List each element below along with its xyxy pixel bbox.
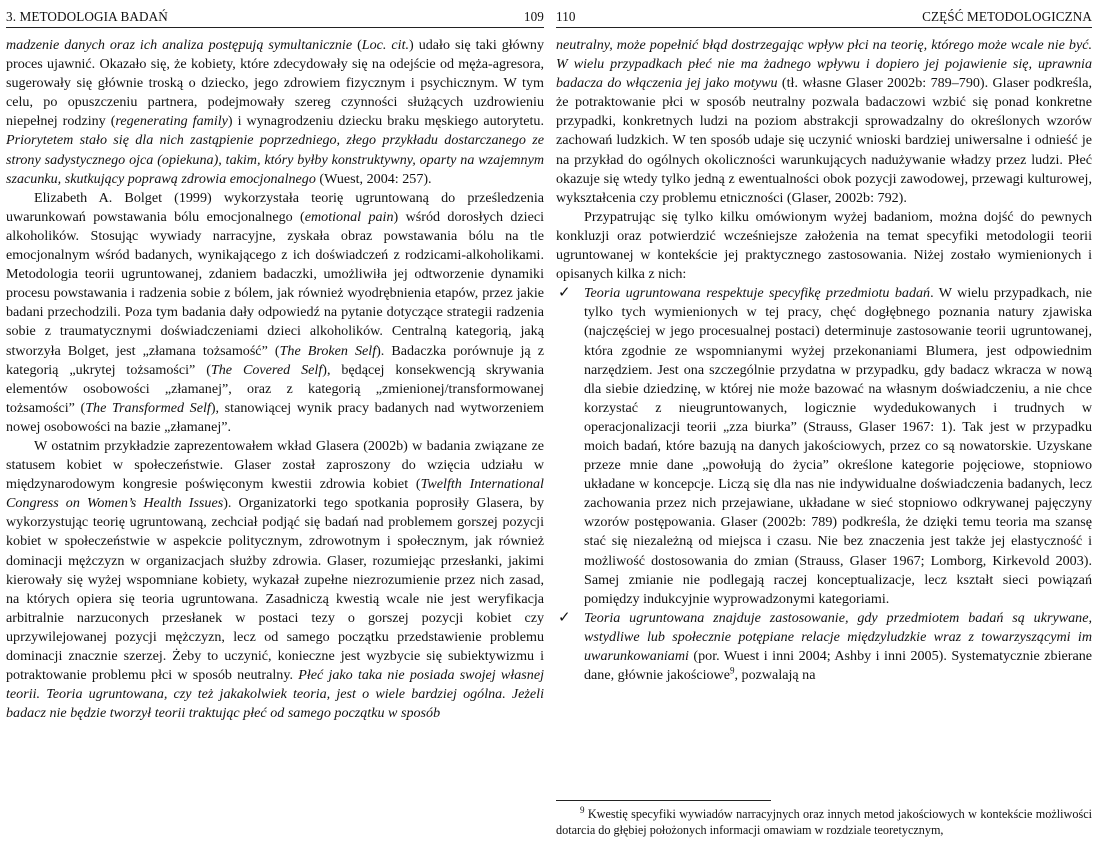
paragraph: [6, 437, 544, 723]
text-run: (por. Wuest i inni 2004; Ashby i inni 2005). Systematycznie zbierane dane, głównie jakościowe: [584, 648, 1092, 684]
list-item: [556, 609, 1092, 685]
text-run: . W wielu przypadkach, nie tylko tych wymienionych w tej pracy, chęć dogłębnego poznania natury zjawiska (najczęściej w jego procesualnej postaci) determinuje zastosowanie teorii ugruntowanej, która zgodnie ze wspomnianymi wyżej przekonaniami Blumera, jest odpowiednim narzędziem. Jest ona szczególnie przydatna w przypadku, gdy badacz wkracza w nową dla siebie dziedzinę, w której nie może bazować na własnym doświadczeniu, a nie chce korzystać z nieugruntowanych, logicznie wydedukowanych i trudnych w operacjonalizacji teorii „zza biurka” (Strauss, Glaser 1967: 1). Tak jest w przypadku moich badań, które bazują na danych jakościowych, przez co są nowatorskie. Uzyskane przeze mnie dane „powołują do życia” określone kategorie pojęciowe, stopniowo układane w koncepcje. Liczą się dla nas nie indywidualne doświadczenia badanych, lecz zachowania przez nich przejawiane, układane w sieć stopniowo odkrywanej pajęczyny wzorów postępowania. Glaser (2002b: 789) podkreśla, że dzięki temu teoria ma szansę stać się niezależną od miejsca i czasu. Nie bez znaczenia jest także jej elastyczność i możliwość dostosowania do zmian (Strauss, Glaser 1967; Lomborg, Kirkevold 2003). Samej zmianie nie podlegają raczej konceptualizacje, lecz kształt sieci powiązań pomiędzy indukcyjnie wyprowadzonymi kategoriami.: [584, 285, 1092, 607]
right-header-title: CZĘŚĆ METODOLOGICZNA: [922, 9, 1092, 24]
checkmark-icon: ✓: [558, 609, 571, 626]
paragraph: [556, 208, 1092, 284]
paragraph: [6, 189, 544, 437]
italic-text-run: neutralny, może popełnić błąd dostrzegając wpływ płci na teorię, którego może wcale nie być. W wielu przypadkach płeć nie ma żadnego wpływu i dopiero jej pojawienie się, uprawnia badacza do włączenia jej jako motywu: [556, 37, 1092, 92]
conclusions-list: [556, 284, 1092, 685]
text-run: ). Badaczka porównuje ją z kategorią „ukrytej tożsamości” (: [6, 342, 544, 378]
italic-text-run: regenerating family: [115, 113, 228, 130]
text-run: ) i wynagrodzeniu dziecku braku męskiego autorytetu.: [227, 113, 544, 130]
italic-text-run: madzenie danych oraz ich analiza postępują symultanicznie: [6, 37, 353, 53]
footnote-number: 9: [580, 804, 585, 815]
footnote-reference: 9: [729, 665, 735, 676]
footnote-text: Kwestię specyfiki wywiadów narracyjnych oraz innych metod jakościowych w kontekście możliwości dotarcia do głębiej położonych informacji omawiam w rozdziale teoretycznym,: [556, 807, 1092, 837]
text-run: ), stanowiącej wynik pracy badanych nad wytworzeniem nowej osobowości na bazie „złamanej”.: [6, 399, 544, 435]
text-run: Elizabeth A. Bolget (1999) wykorzystała teorię ugruntowaną do prześledzenia uwarunkowań powstawania bólu emocjonalnego (: [6, 189, 544, 225]
italic-text-run: emotional pain: [304, 208, 394, 225]
paragraph: [6, 36, 544, 189]
italic-text-run: Płeć jako taka nie posiada swojej własnej teorii. Teoria ugruntowana, czy też jakakolwiek teoria, jest o wiele bardziej ogólna. Jeżeli badacz nie będzie tworzył teorii traktując płeć od samego początku w sposób: [6, 667, 544, 722]
left-header-title: 3. METODOLOGIA BADAŃ: [6, 9, 168, 24]
right-page-number: 110: [556, 9, 576, 24]
text-run: (tł. własne Glaser 2002b: 789–790). Glaser podkreśla, że potraktowanie płci w sposób neutralny pozwala badaczowi wzbić się ponad konkretne przypadki, konkretnych ludzi na poziom abstrakcji sprowadzalny do określonych wzorów zachowań ludzkich. W ten sposób udaje się uczynić wnioski bardziej uniwersalne i odnieść je na przykład do ogólnych okoliczności warunkujących nadużywanie władzy przez ludzi. Płeć okazuje się wtedy tylko jedną z ewentualności obok pozycji zawodowej, przewagi kulturowej, wykształcenia czy problemu etniczności (Glaser, 2002b: 792).: [556, 75, 1092, 206]
left-running-header: [6, 0, 544, 28]
right-running-header: [556, 0, 1092, 28]
right-body-text: [556, 36, 1092, 685]
text-run: Przypatrując się tylko kilku omówionym wyżej badaniom, można dojść do pewnych konkluzji oraz potwierdzić wcześniejsze założenia na temat specyfiki metodologii teorii ugruntowanej w kontekście jej praktycznego zastosowania. Niżej zostało wymienionych i opisanych kilka z nich:: [556, 208, 1092, 283]
text-run: , pozwalają na: [734, 667, 816, 684]
checkmark-icon: ✓: [558, 285, 571, 302]
text-run: ), będącej konsekwencją skrywania elementów osobowości „złamanej”, oraz z kategorią „zmienionej/transformowanej tożsamości” (: [6, 361, 544, 416]
text-run: W ostatnim przykładzie zaprezentowałem wkład Glasera (2002b) w badania związane ze statusem kobiet w społeczeństwie. Glaser został zaproszony do wzięcia udziału w międzynarodowym kongresie poświęconym kwestii zdrowia kobiet (: [6, 437, 544, 493]
footnote: [556, 806, 1092, 838]
left-body-text: [6, 36, 544, 723]
right-page: [556, 0, 1092, 849]
italic-text-run: Teoria ugruntowana respektuje specyfikę przedmiotu badań: [584, 285, 931, 302]
footnote-rule: [556, 800, 771, 801]
text-run: ) wśród dorosłych dzieci alkoholików. Stosując wywiady narracyjne, zyskała obraz powstawania bólu na tle emocjonalnym wśród badanych, wynikającego z ich doświadczeń z rodzicami-alkoholikami. Metodologia teorii ugruntowanej, zdaniem badaczki, umożliwiła jej odtworzenie dynamiki procesu powstawania i radzenia sobie z bólem, jak również wyodrębnienia etapów, przez jakie badani przechodzili. Poza tym badania dały odpowiedź na pytanie dotyczące strategii radzenia sobie z traumatycznymi doświadczeniami dzieci alkoholików. Centralną kategorią, jaką stworzyła Bolget, jest „złamana tożsamość” (: [6, 208, 544, 359]
italic-text-run: Loc. cit.: [361, 37, 410, 53]
text-run: (Wuest, 2004: 257).: [315, 170, 432, 187]
italic-text-run: The Transformed Self: [85, 399, 211, 416]
italic-text-run: Teoria ugruntowana znajduje zastosowanie, gdy przedmiotem badań są ukrywane, wstydliwe lub społecznie potępiane relacje międzyludzkie wraz z towarzyszącymi im uwarunkowaniami: [584, 609, 1092, 664]
text-run: (: [352, 37, 362, 53]
italic-text-run: The Broken Self: [279, 342, 377, 359]
italic-text-run: The Covered Self: [210, 361, 323, 378]
italic-text-run: Twelfth International Congress on Women’s Health Issues: [6, 476, 544, 512]
left-page-number: 109: [523, 9, 544, 24]
text-run: ) udało się taki główny proces ujawnić. Okazało się, że kobiety, które zdecydowały się na odejście od męża-agresora, sugerowały się głównie troską o dziecko, jego zdrowiem fizycznym i psychicznym. W tym celu, po opuszczeniu partnera, podejmowały szereg czynności służących uzdrowieniu niepełnej rodziny (: [6, 37, 544, 130]
text-run: ). Organizatorki tego spotkania poprosiły Glasera, by wykorzystując teorię ugruntowaną, zechciał podjąć się badań nad problemem gorszej pozycji kobiet w społeczeństwie w aspekcie politycznym, zdrowotnym i społecznym, jak również dominacji mężczyzn w organizacjach służby zdrowia. Glaser, rozumiejąc przesłanki, jakimi kierowały się wyżej wspomniane kobiety, wykazał zupełne niezrozumienie przez nich zasad, na których opiera się teoria ugruntowana. Zasadniczą kwestią wcale nie jest weryfikacja arbitralnie narzuconych przesłanek w postaci tezy o gorszej pozycji kobiet czy uprzywilejowanej pozycji mężczyzn, lecz od samego początku przedstawienie problemu dominacji znacznie szerzej. Żeby to uczynić, konieczne jest wyzbycie się subiektywizmu i potraktowanie problemu płci w sposób neutralny.: [6, 495, 544, 684]
italic-text-run: Priorytetem stało się dla nich zastąpienie poprzedniego, złego przykładu dostarczanego ze strony sadystycznego ojca (opiekuna), takim, który byłby konstruktywny, oparty na wzajemnym szacunku, skutkujący poprawą zdrowia emocjonalnego: [6, 132, 544, 187]
left-page: [6, 0, 544, 849]
paragraph: [556, 36, 1092, 208]
list-item: [556, 284, 1092, 609]
